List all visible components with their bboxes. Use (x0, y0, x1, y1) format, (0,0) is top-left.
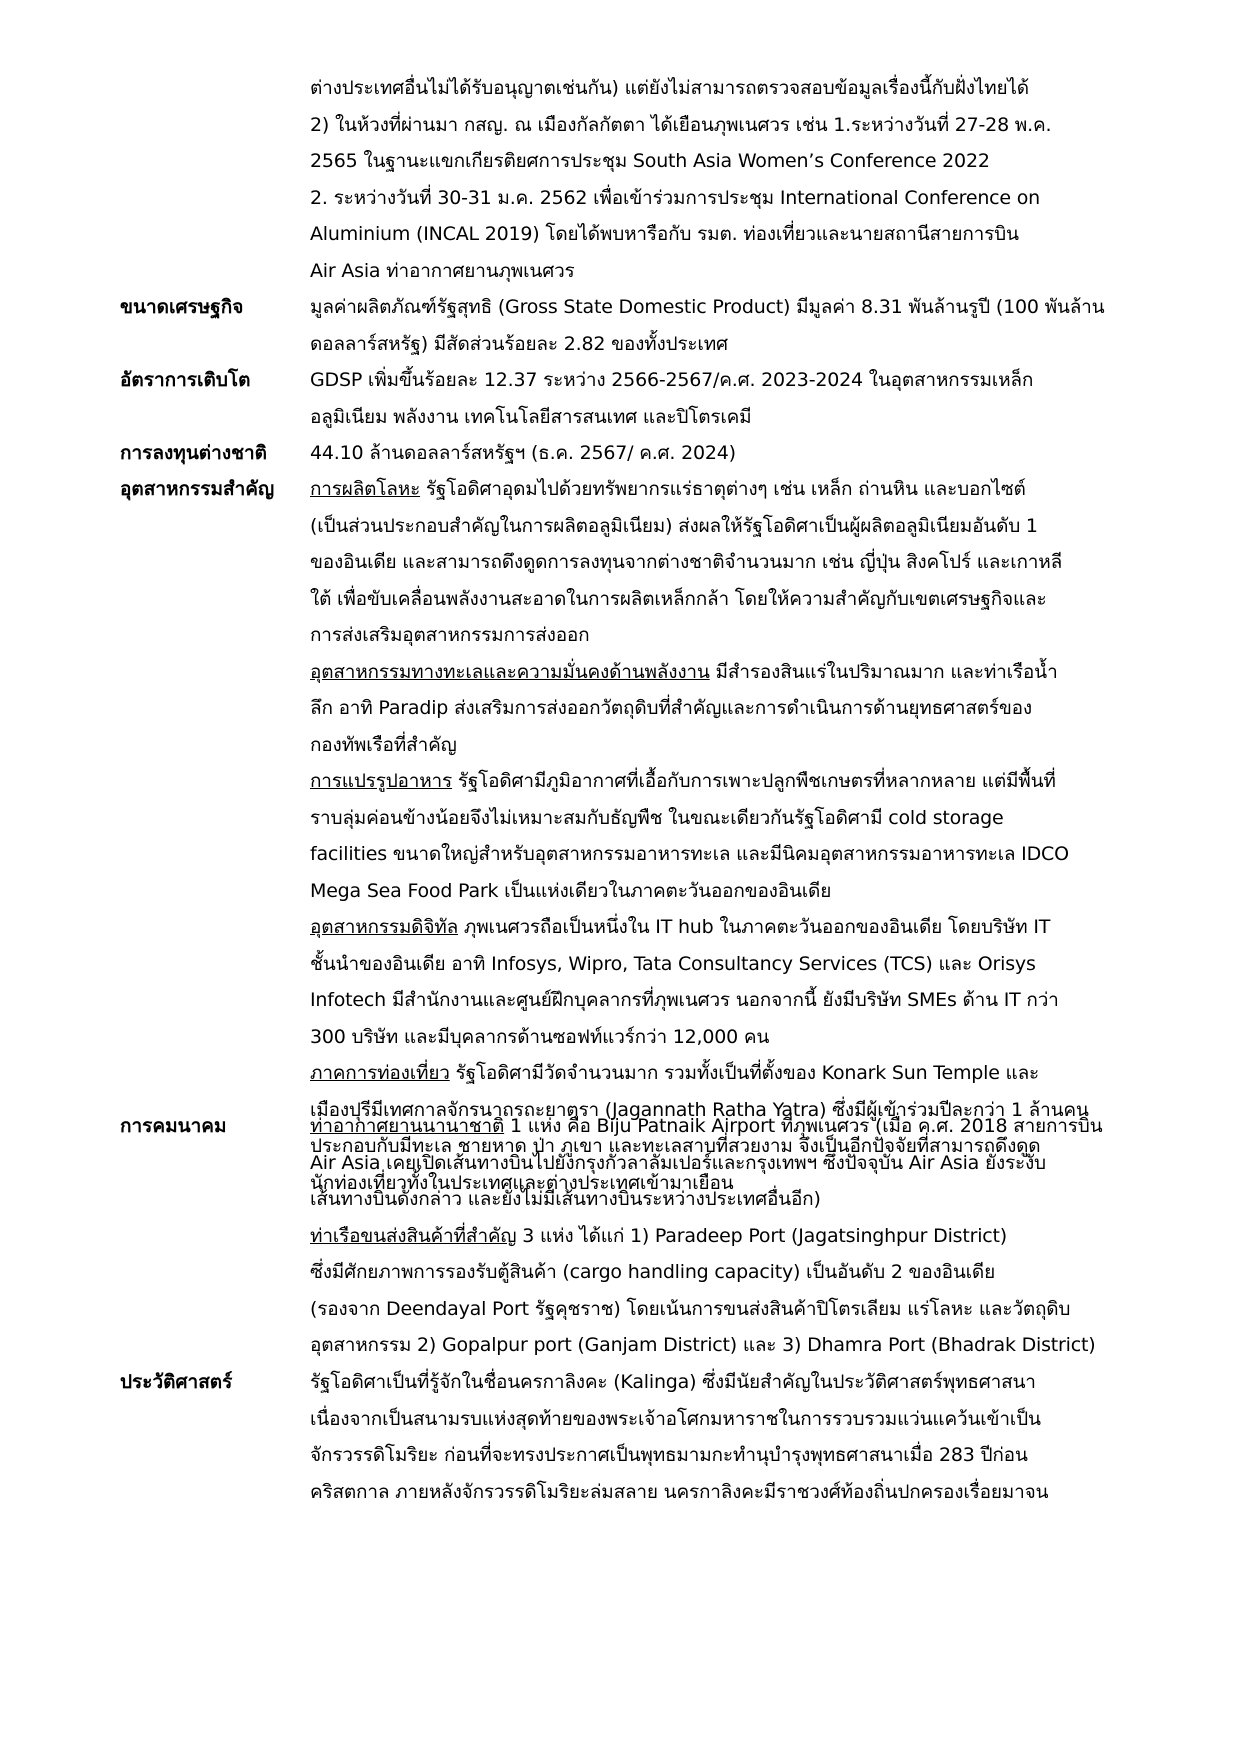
ports-first-rest: 3 แห่ง ได้แก่ 1) Paradeep Port (Jagatsinghpur District) (516, 1224, 1007, 1247)
text-line: ลึก อาทิ Paradip ส่งเสริมการส่งออกวัตถุดิบที่สำคัญและการดำเนินการด้านยุทธศาสตร์ของ (310, 697, 1032, 719)
metal-first-rest: รัฐโอดิศาอุดมไปด้วยทรัพยากรแร่ธาตุต่างๆ เช่น เหล็ก ถ่านหิน และบอกไซต์ (420, 478, 1026, 500)
transport-label: การคมนาคม (120, 1115, 227, 1137)
investment-text (310, 435, 1140, 472)
text-line: การส่งเสริมอุตสาหกรรมการส่งออก (310, 624, 590, 646)
transport-text (310, 1108, 1140, 1364)
industry-food-first-line (310, 763, 1140, 800)
metal-heading: การผลิตโลหะ (310, 478, 421, 500)
text-line: เมืองปุรีมีเทศกาลจักรนาถรถะยาตรา (Jagannath Ratha Yatra) ซึ่งมีผู้เข้าร่วมปีละกว่า 1 ล้านคน (310, 1098, 1089, 1121)
text-line: ชั้นนำของอินเดีย อาทิ Infosys, Wipro, Tata Consultancy Services (TCS) และ Orisys (310, 952, 1036, 975)
text-line: Mega Sea Food Park เป็นแห่งเดียวในภาคตะวันออกของอินเดีย (310, 879, 832, 902)
industry-tourism-first-line (310, 1055, 1140, 1092)
marine-heading: อุตสาหกรรมทางทะเลและความมั่นคงด้านพลังงาน (310, 660, 710, 683)
industry-marine-first-line (310, 654, 1140, 691)
text-line: มูลค่าผลิตภัณฑ์รัฐสุทธิ (Gross State Domestic Product) มีมูลค่า 8.31 พันล้านรูปี (100 พันล้าน (310, 296, 1105, 318)
ports-heading: ท่าเรือขนส่งสินค้าที่สำคัญ (310, 1224, 517, 1247)
industry-digital-first-line (310, 909, 1140, 946)
text-line: อลูมิเนียม พลังงาน เทคโนโลยีสารสนเทศ และปิโตรเคมี (310, 405, 752, 428)
digital-heading: อุตสาหกรรมดิจิทัล (310, 916, 459, 938)
text-line: ใต้ เพื่อขับเคลื่อนพลังงานสะอาดในการผลิตเหล็กกล้า โดยให้ความสำคัญกับเขตเศรษฐกิจและ (310, 587, 1047, 610)
transport-ports-first-line (310, 1218, 1140, 1255)
history-label: ประวัติศาสตร์ (120, 1371, 233, 1393)
text-line: (รองจาก Deendayal Port รัฐคุชราช) โดยเน้นการขนส่งสินค้าปิโตรเลียม แร่โลหะ และวัตถุดิบ (310, 1297, 1071, 1320)
text-line: อุตสาหกรรม 2) Gopalpur port (Ganjam District) และ 3) Dhamra Port (Bhadrak District) (310, 1334, 1096, 1356)
text-line: ซึ่งมีศักยภาพการรองรับตู้สินค้า (cargo handling capacity) เป็นอันดับ 2 ของอินเดีย (310, 1261, 995, 1283)
text-line: Aluminium (INCAL 2019) โดยได้พบหารือกับ รมต. ท่องเที่ยวและนายสถานีสายการบิน (310, 223, 1019, 245)
text-line: Air Asia ท่าอากาศยานภุพเนศวร (310, 259, 575, 282)
text-line: ของอินเดีย และสามารถดึงดูดการลงทุนจากต่างชาติจำนวนมาก เช่น ญี่ปุ่น สิงคโปร์ และเกาหลี (310, 551, 1063, 573)
airport-first-rest: 1 แห่ง คือ Biju Patnaik Airport ที่ภุพเนศวร (เมื่อ ค.ศ. 2018 สายการบิน (504, 1115, 1103, 1137)
airport-heading: ท่าอากาศยานนานาชาติ (310, 1115, 505, 1137)
text-line: เส้นทางบินดังกล่าว และยังไม่มีเส้นทางบินระหว่างประเทศอื่นอีก) (310, 1188, 821, 1210)
industry-text (310, 471, 1140, 1201)
text-line: Infotech มีสำนักงานและศูนย์ฝึกบุคลากรที่ภุพเนศวร นอกจากนี้ ยังมีบริษัท SMEs ด้าน IT กว่า (310, 989, 1059, 1011)
text-line: นักท่องเที่ยวทั้งในประเทศและต่างประเทศเข้ามาเยือน (310, 1171, 734, 1194)
history-text (310, 1364, 1140, 1510)
text-line: รัฐโอดิศาเป็นที่รู้จักในชื่อนครกาลิงคะ (Kalinga) ซึ่งมีนัยสำคัญในประวัติศาสตร์พุทธศาสนา (310, 1371, 1036, 1393)
text-line: ราบลุ่มค่อนข้างน้อยจึงไม่เหมาะสมกับธัญพืช ในขณะเดียวกันรัฐโอดิศามี cold storage (310, 806, 1004, 829)
investment-label: การลงทุนต่างชาติ (120, 442, 267, 464)
text-line: เนื่องจากเป็นสนามรบแห่งสุดท้ายของพระเจ้าอโศกมหาราชในการรวบรวมแว่นแคว้นเข้าเป็น (310, 1407, 1041, 1430)
food-first-rest: รัฐโอดิศามีภูมิอากาศที่เอื้อกับการเพาะปลูกพืชเกษตรที่หลากหลาย แต่มีพื้นที่ (452, 770, 1056, 792)
industry-label: อุตสาหกรรมสำคัญ (120, 478, 275, 500)
industry-metal-first-line (310, 471, 1140, 508)
text-line: ประกอบกับมีทะเล ชายหาด ป่า ภูเขา และทะเลสาบที่สวยงาม จึงเป็นอีกปัจจัยที่สามารถดึงดูด (310, 1135, 1041, 1157)
text-line: Air Asia เคยเปิดเส้นทางบินไปยังกรุงกัวลาลัมเปอร์และกรุงเทพฯ ซึ่งปัจจุบัน Air Asia ยังระงับ (310, 1151, 1046, 1174)
text-line: ต่างประเทศอื่นไม่ได้รับอนุญาตเช่นกัน) แต่ยังไม่สามารถตรวจสอบข้อมูลเรื่องนี้กับฝั่งไทยได้ (310, 77, 1029, 99)
text-line: GDSP เพิ่มขึ้นร้อยละ 12.37 ระหว่าง 2566-2567/ค.ศ. 2023-2024 ในอุตสาหกรรมเหล็ก (310, 369, 1034, 391)
text-line: 300 บริษัท และมีบุคลากรด้านซอฟท์แวร์กว่า 12,000 คน (310, 1025, 770, 1048)
text-line: คริสตกาล ภายหลังจักรวรรดิโมริยะล่มสลาย นครกาลิงคะมีราชวงศ์ท้องถิ่นปกครองเรื่อยมาจน (310, 1480, 1049, 1503)
economy-text (310, 289, 1140, 362)
transport-airport-first-line (310, 1108, 1140, 1145)
tourism-heading: ภาคการท่องเที่ยว (310, 1062, 450, 1084)
economy-label: ขนาดเศรษฐกิจ (120, 296, 244, 318)
digital-first-rest: ภุพเนศวรถือเป็นหนึ่งใน IT hub ในภาคตะวันออกของอินเดีย โดยบริษัท IT (458, 916, 1051, 938)
marine-first-rest: มีสำรองสินแร่ในปริมาณมาก และท่าเรือน้ำ (709, 660, 1058, 683)
text-line: จักรวรรดิโมริยะ ก่อนที่จะทรงประกาศเป็นพุทธมามกะทำนุบำรุงพุทธศาสนาเมื่อ 283 ปีก่อน (310, 1444, 1028, 1466)
text-line: 2. ระหว่างวันที่ 30-31 ม.ค. 2562 เพื่อเข้าร่วมการประชุม International Conference on (310, 186, 1041, 209)
text-line: 2565 ในฐานะแขกเกียรติยศการประชุม South Asia Women’s Conference 2022 (310, 150, 990, 172)
text-line: กองทัพเรือที่สำคัญ (310, 733, 457, 756)
text-line: 44.10 ล้านดอลลาร์สหรัฐฯ (ธ.ค. 2567/ ค.ศ. 2024) (310, 442, 736, 464)
text-line: (เป็นส่วนประกอบสำคัญในการผลิตอลูมิเนียม) ส่งผลให้รัฐโอดิศาเป็นผู้ผลิตอลูมิเนียมอันดับ 1 (310, 514, 1038, 537)
text-line: facilities ขนาดใหญ่สำหรับอุตสาหกรรมอาหารทะเล และมีนิคมอุตสาหกรรมอาหารทะเล IDCO (310, 843, 1069, 865)
text-line: ดอลลาร์สหรัฐ) มีสัดส่วนร้อยละ 2.82 ของทั้งประเทศ (310, 332, 728, 355)
growth-label: อัตราการเติบโต (120, 369, 251, 391)
food-heading: การแปรรูปอาหาร (310, 770, 453, 792)
tourism-first-rest: รัฐโอดิศามีวัดจำนวนมาก รวมทั้งเป็นที่ตั้งของ Konark Sun Temple และ (449, 1062, 1040, 1084)
text-line: 2) ในห้วงที่ผ่านมา กสญ. ณ เมืองกัลกัตตา ได้เยือนภุพเนศวร เช่น 1.ระหว่างวันที่ 27-28 พ.ค. (310, 113, 1052, 136)
growth-text (310, 362, 1140, 435)
intro-text (310, 70, 1140, 289)
